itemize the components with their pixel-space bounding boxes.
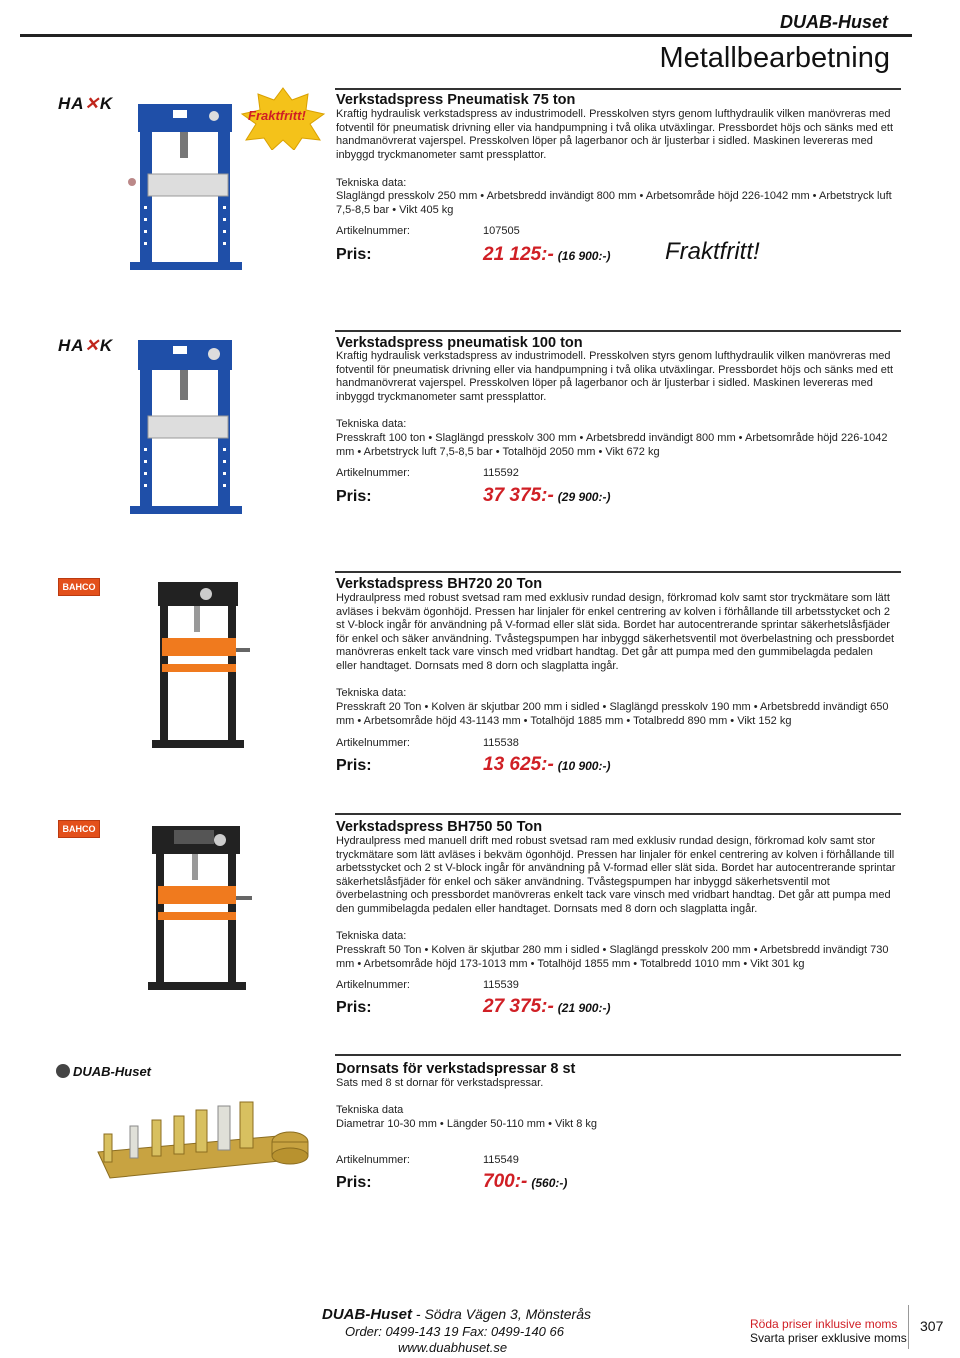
- price-incl-vat: [483, 485, 610, 507]
- price-excl-vat: (10 900:-): [557, 759, 611, 773]
- tech-label: Tekniska data:: [336, 418, 407, 430]
- tech-text: Slaglängd presskolv 250 mm • Arbetsbredd invändigt 800 mm • Arbetsområde höjd 226-1042 mm • Arbetstryck luft 7,5-8,5 bar • Vikt 405 kg: [336, 190, 892, 216]
- article-label: Artikelnummer:: [336, 979, 410, 991]
- hydraulic-press-100-image: [118, 332, 258, 520]
- price-incl-vat: [483, 754, 610, 776]
- tech-text: Presskraft 100 ton • Slaglängd presskolv 300 mm • Arbetsbredd invändigt 800 mm • Arbetsområde höjd 226-1042 mm • Arbetstryck luft 7,5-8,5 bar • Totalhöjd 2050 mm • Vikt 672 kg: [336, 432, 888, 458]
- product-title: Verkstadspress pneumatisk 100 ton: [336, 335, 583, 351]
- product-rule: [335, 571, 901, 573]
- article-number: 115538: [483, 737, 519, 749]
- footer-black-note: Svarta priser exklusive moms: [750, 1331, 907, 1345]
- article-number: 115539: [483, 979, 519, 991]
- price-label: Pris:: [336, 246, 372, 263]
- price-value: 37 375:-: [483, 485, 554, 506]
- footer-divider: [908, 1305, 909, 1349]
- tech-label: Tekniska data:: [336, 930, 407, 942]
- header-rule: [20, 34, 912, 37]
- article-label: Artikelnummer:: [336, 1154, 410, 1166]
- bahco-press-bh720-image: [150, 578, 260, 750]
- tech-text: Presskraft 50 Ton • Kolven är skjutbar 280 mm i sidled • Slaglängd presskolv 200 mm • Arbetsbredd invändigt 730 mm • Arbetsområde höjd 173-1013 mm • Totalhöjd 1855 mm • Totalbredd 1010 mm • Vikt 301 kg: [336, 944, 889, 970]
- product-rule: [335, 330, 901, 332]
- duab-logo-text: DUAB-Huset: [73, 1064, 151, 1079]
- duab-logo: [56, 1064, 151, 1079]
- price-incl-vat: [483, 996, 610, 1018]
- footer-brand-name: DUAB-Huset: [322, 1306, 412, 1323]
- footer-red-note: Röda priser inklusive moms: [750, 1317, 898, 1331]
- duab-logo-icon: [56, 1064, 70, 1078]
- product-title: Verkstadspress Pneumatisk 75 ton: [336, 92, 576, 108]
- mandrel-set-image: [90, 1100, 314, 1190]
- article-number: 115592: [483, 467, 519, 479]
- price-value: 700:-: [483, 1171, 528, 1192]
- product-title: Dornsats för verkstadspressar 8 st: [336, 1061, 576, 1077]
- price-label: Pris:: [336, 757, 372, 774]
- price-excl-vat: (560:-): [531, 1176, 568, 1190]
- product-description: Kraftig hydraulisk verkstadspress av industrimodell. Presskolven styrs genom lufthydraulik vilken manövreras med fotventil för pneumatisk drivning eller via handpumpning i två olika utväxlingar. Pressbordet höjs och sänks med ett handmanövrerat vajerspel. Presskolven löper på lagerbanor och är ljusterbar i sidled. Maskinen levereras med inbyggd tryckmanometer samt pressplattor.: [336, 350, 894, 403]
- bahco-press-bh750-image: [146, 822, 258, 992]
- product-rule: [335, 813, 901, 815]
- article-label: Artikelnummer:: [336, 225, 410, 237]
- price-value: 21 125:-: [483, 244, 554, 265]
- price-label: Pris:: [336, 999, 372, 1016]
- footer-address: - Södra Vägen 3, Mönsterås: [412, 1306, 591, 1322]
- product-description: Kraftig hydraulisk verkstadspress av industrimodell. Presskolven styrs genom lufthydraulik vilken manövreras med fotventil för pneumatisk drivning eller via handpumpning i två olika utväxlingar. Pressbordet höjs och sänks med ett handmanövrerat vajerspel. Presskolven löper på lagerbanor och är ljusterbar i sidled. Maskinen levereras med inbyggd tryckmanometer samt pressplattor.: [336, 108, 894, 161]
- header-brand: DUAB-Huset: [780, 12, 888, 32]
- price-value: 13 625:-: [483, 754, 554, 775]
- price-incl-vat: [483, 1171, 567, 1193]
- bahco-logo: BAHCO: [58, 578, 100, 596]
- fraktfritt-text: Fraktfritt!: [665, 238, 760, 265]
- fraktfritt-badge: Fraktfritt!: [248, 108, 306, 123]
- article-number: 107505: [483, 225, 520, 237]
- bahco-logo: BAHCO: [58, 820, 100, 838]
- footer-website[interactable]: www.duabhuset.se: [398, 1340, 508, 1355]
- tech-text: Presskraft 20 Ton • Kolven är skjutbar 200 mm i sidled • Slaglängd presskolv 190 mm • Arbetsbredd invändigt 650 mm • Arbetsområde höjd 43-1143 mm • Totalhöjd 1885 mm • Totalbredd 890 mm • Vikt 152 kg: [336, 701, 889, 727]
- price-excl-vat: (21 900:-): [557, 1001, 611, 1015]
- product-rule: [335, 88, 901, 90]
- tech-label: Tekniska data:: [336, 177, 407, 189]
- price-incl-vat: [483, 244, 610, 266]
- hawk-logo: HA✕K: [58, 94, 114, 113]
- price-excl-vat: (29 900:-): [557, 490, 611, 504]
- footer-order: Order: 0499-143 19 Fax: 0499-140 66: [345, 1324, 564, 1339]
- tech-text: Diametrar 10-30 mm • Längder 50-110 mm • Vikt 8 kg: [336, 1118, 598, 1130]
- hawk-logo: HA✕K: [58, 336, 114, 355]
- product-description: Hydraulpress med robust svetsad ram med exklusiv rundad design, förkromad kolv samt stor tryckmätare som lätt avläses i bekväm ögonhöjd. Pressen har linjaler för enkel centrering av kolven i förhållande till arbetsstycket och 2 st V-block ingår för användning på V-formad eller slät sida. Bordet har autocentrerande sprintar säkerhetslåsfjäder för enkel och säker användning. Tvåstegspumpen har inbyggd säkerhetsventil mot överbelastning och pressbordet manövreras enkelt tack vare vinsch med vridbart handtag. Det går att pumpa med den gummibelagda pedalen eller handtaget. Dornsats med 8 dorn och slagplatta ingår.: [336, 592, 895, 672]
- price-label: Pris:: [336, 488, 372, 505]
- product-rule: [335, 1054, 901, 1056]
- article-label: Artikelnummer:: [336, 467, 410, 479]
- price-excl-vat: (16 900:-): [557, 249, 611, 263]
- price-label: Pris:: [336, 1174, 372, 1191]
- product-description: Sats med 8 st dornar för verkstadspressar.: [336, 1077, 544, 1089]
- page-number: 307: [920, 1318, 944, 1334]
- section-title: Metallbearbetning: [659, 42, 890, 74]
- article-number: 115549: [483, 1154, 519, 1166]
- tech-label: Tekniska data: [336, 1104, 404, 1116]
- hydraulic-press-75-image: [118, 96, 258, 276]
- product-description: Hydraulpress med manuell drift med robust svetsad ram med exklusiv rundad design, förkromad kolv samt stor tryckmätare som lätt avläses i bekväm ögonhöjd. Pressen har linjaler för enkel centrering av kolven i förhållande till arbetsstycket och 2 st V-block ingår för användning på V-formad eller slät sida. Bordet har autocentrerande sprintar säkerhetslåsfjäder för enkel och säker användning. Tvåstegspumpen har inbyggd säkerhetsventil mot överbelastning och pressbordet manövreras enkelt tack vare vinsch med vridbart handtag. Det går att pumpa med den gummibelagda pedalen eller handtaget. Dornsats med 8 dorn och slagplatta ingår.: [336, 835, 896, 915]
- product-title: Verkstadspress BH720 20 Ton: [336, 576, 543, 592]
- footer-brand: [322, 1306, 591, 1323]
- tech-label: Tekniska data:: [336, 687, 407, 699]
- article-label: Artikelnummer:: [336, 737, 410, 749]
- price-value: 27 375:-: [483, 996, 554, 1017]
- product-title: Verkstadspress BH750 50 Ton: [336, 819, 543, 835]
